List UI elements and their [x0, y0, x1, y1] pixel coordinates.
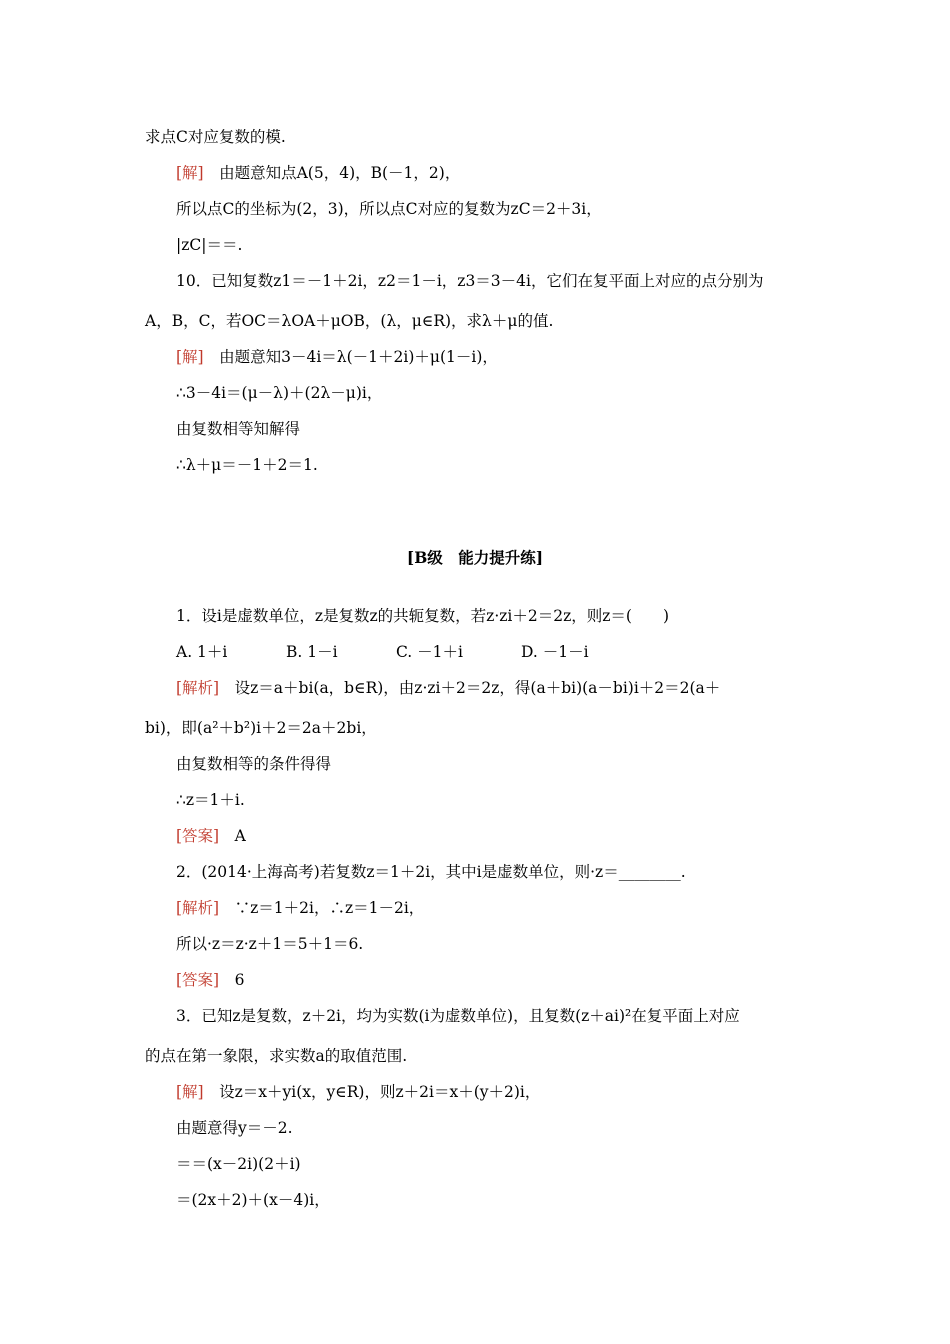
text-line: 求点C对应复数的模. — [145, 128, 286, 146]
question-line: 2．(2014·上海高考)若复数z＝1＋2i，其中i是虚数单位，则·z＝________. — [176, 863, 686, 881]
text-line: [答案] 6 — [176, 971, 245, 989]
text-line: [解析] ∵z＝1＋2i，∴z＝1－2i， — [176, 899, 425, 917]
text-line: |zC|＝＝. — [176, 236, 243, 254]
analysis-tag: [解析] — [176, 679, 220, 697]
option-c: C. －1＋i — [396, 643, 463, 661]
answer-tag: [答案] — [176, 827, 220, 845]
question-line: 1．设i是虚数单位，z是复数z的共轭复数，若z·zi＋2＝2z，则z＝( ) — [176, 607, 670, 625]
option-a: A. 1＋i — [176, 643, 228, 661]
analysis-tag: [解析] — [176, 899, 220, 917]
question-line: 10．已知复数z1＝－1＋2i，z2＝1－i，z3＝3－4i，它们在复平面上对应的点分别为 — [176, 272, 764, 290]
solution-tag: [解] — [176, 348, 204, 366]
options-line — [176, 641, 589, 663]
text-line: [答案] A — [176, 827, 246, 845]
answer-tag: [答案] — [176, 971, 220, 989]
text-line: [解] 由题意知3－4i＝λ(－1＋2i)＋μ(1－i)， — [176, 348, 498, 366]
text-line: ∴z＝1＋i. — [176, 791, 245, 809]
solution-tag: [解] — [176, 164, 204, 182]
text-line: [解] 由题意知点A(5，4)，B(－1，2)， — [176, 164, 461, 182]
text-line: 所以·z＝z·z＋1＝5＋1＝6. — [176, 935, 364, 953]
option-b: B. 1－i — [286, 643, 338, 661]
question-line: 3．已知z是复数，z＋2i，均为实数(i为虚数单位)，且复数(z＋ai)²在复平面上对应 — [176, 1007, 740, 1025]
text-line: A，B，C，若OC＝λOA＋μOB，(λ，μ∈R)，求λ＋μ的值. — [145, 312, 554, 330]
option-d: D. －1－i — [521, 643, 589, 661]
text-line: ＝(2x＋2)＋(x－4)i， — [176, 1191, 330, 1209]
text-line: ∴3－4i＝(μ－λ)＋(2λ－μ)i， — [176, 384, 383, 402]
section-heading: [B级 能力提升练] — [406, 548, 544, 567]
text-line: [解] 设z＝x＋yi(x，y∈R)，则z＋2i＝x＋(y＋2)i， — [176, 1083, 541, 1101]
text-line: 的点在第一象限，求实数a的取值范围. — [145, 1047, 408, 1065]
text-line: [解析] 设z＝a＋bi(a，b∈R)，由z·zi＋2＝2z，得(a＋bi)(a－bi)i＋2＝2(a＋ — [176, 679, 721, 697]
text-line: 由复数相等的条件得得 — [176, 755, 332, 773]
text-line: 由题意得y＝－2. — [176, 1119, 293, 1137]
text-line: ∴λ＋μ＝－1＋2＝1. — [176, 456, 318, 474]
solution-tag: [解] — [176, 1083, 204, 1101]
text-line: ＝＝(x－2i)(2＋i) — [176, 1155, 301, 1173]
text-line: 所以点C的坐标为(2，3)，所以点C对应的复数为zC＝2＋3i， — [176, 200, 602, 218]
text-line: 由复数相等知解得 — [176, 420, 301, 438]
text-line: bi)，即(a²＋b²)i＋2＝2a＋2bi， — [145, 719, 377, 737]
